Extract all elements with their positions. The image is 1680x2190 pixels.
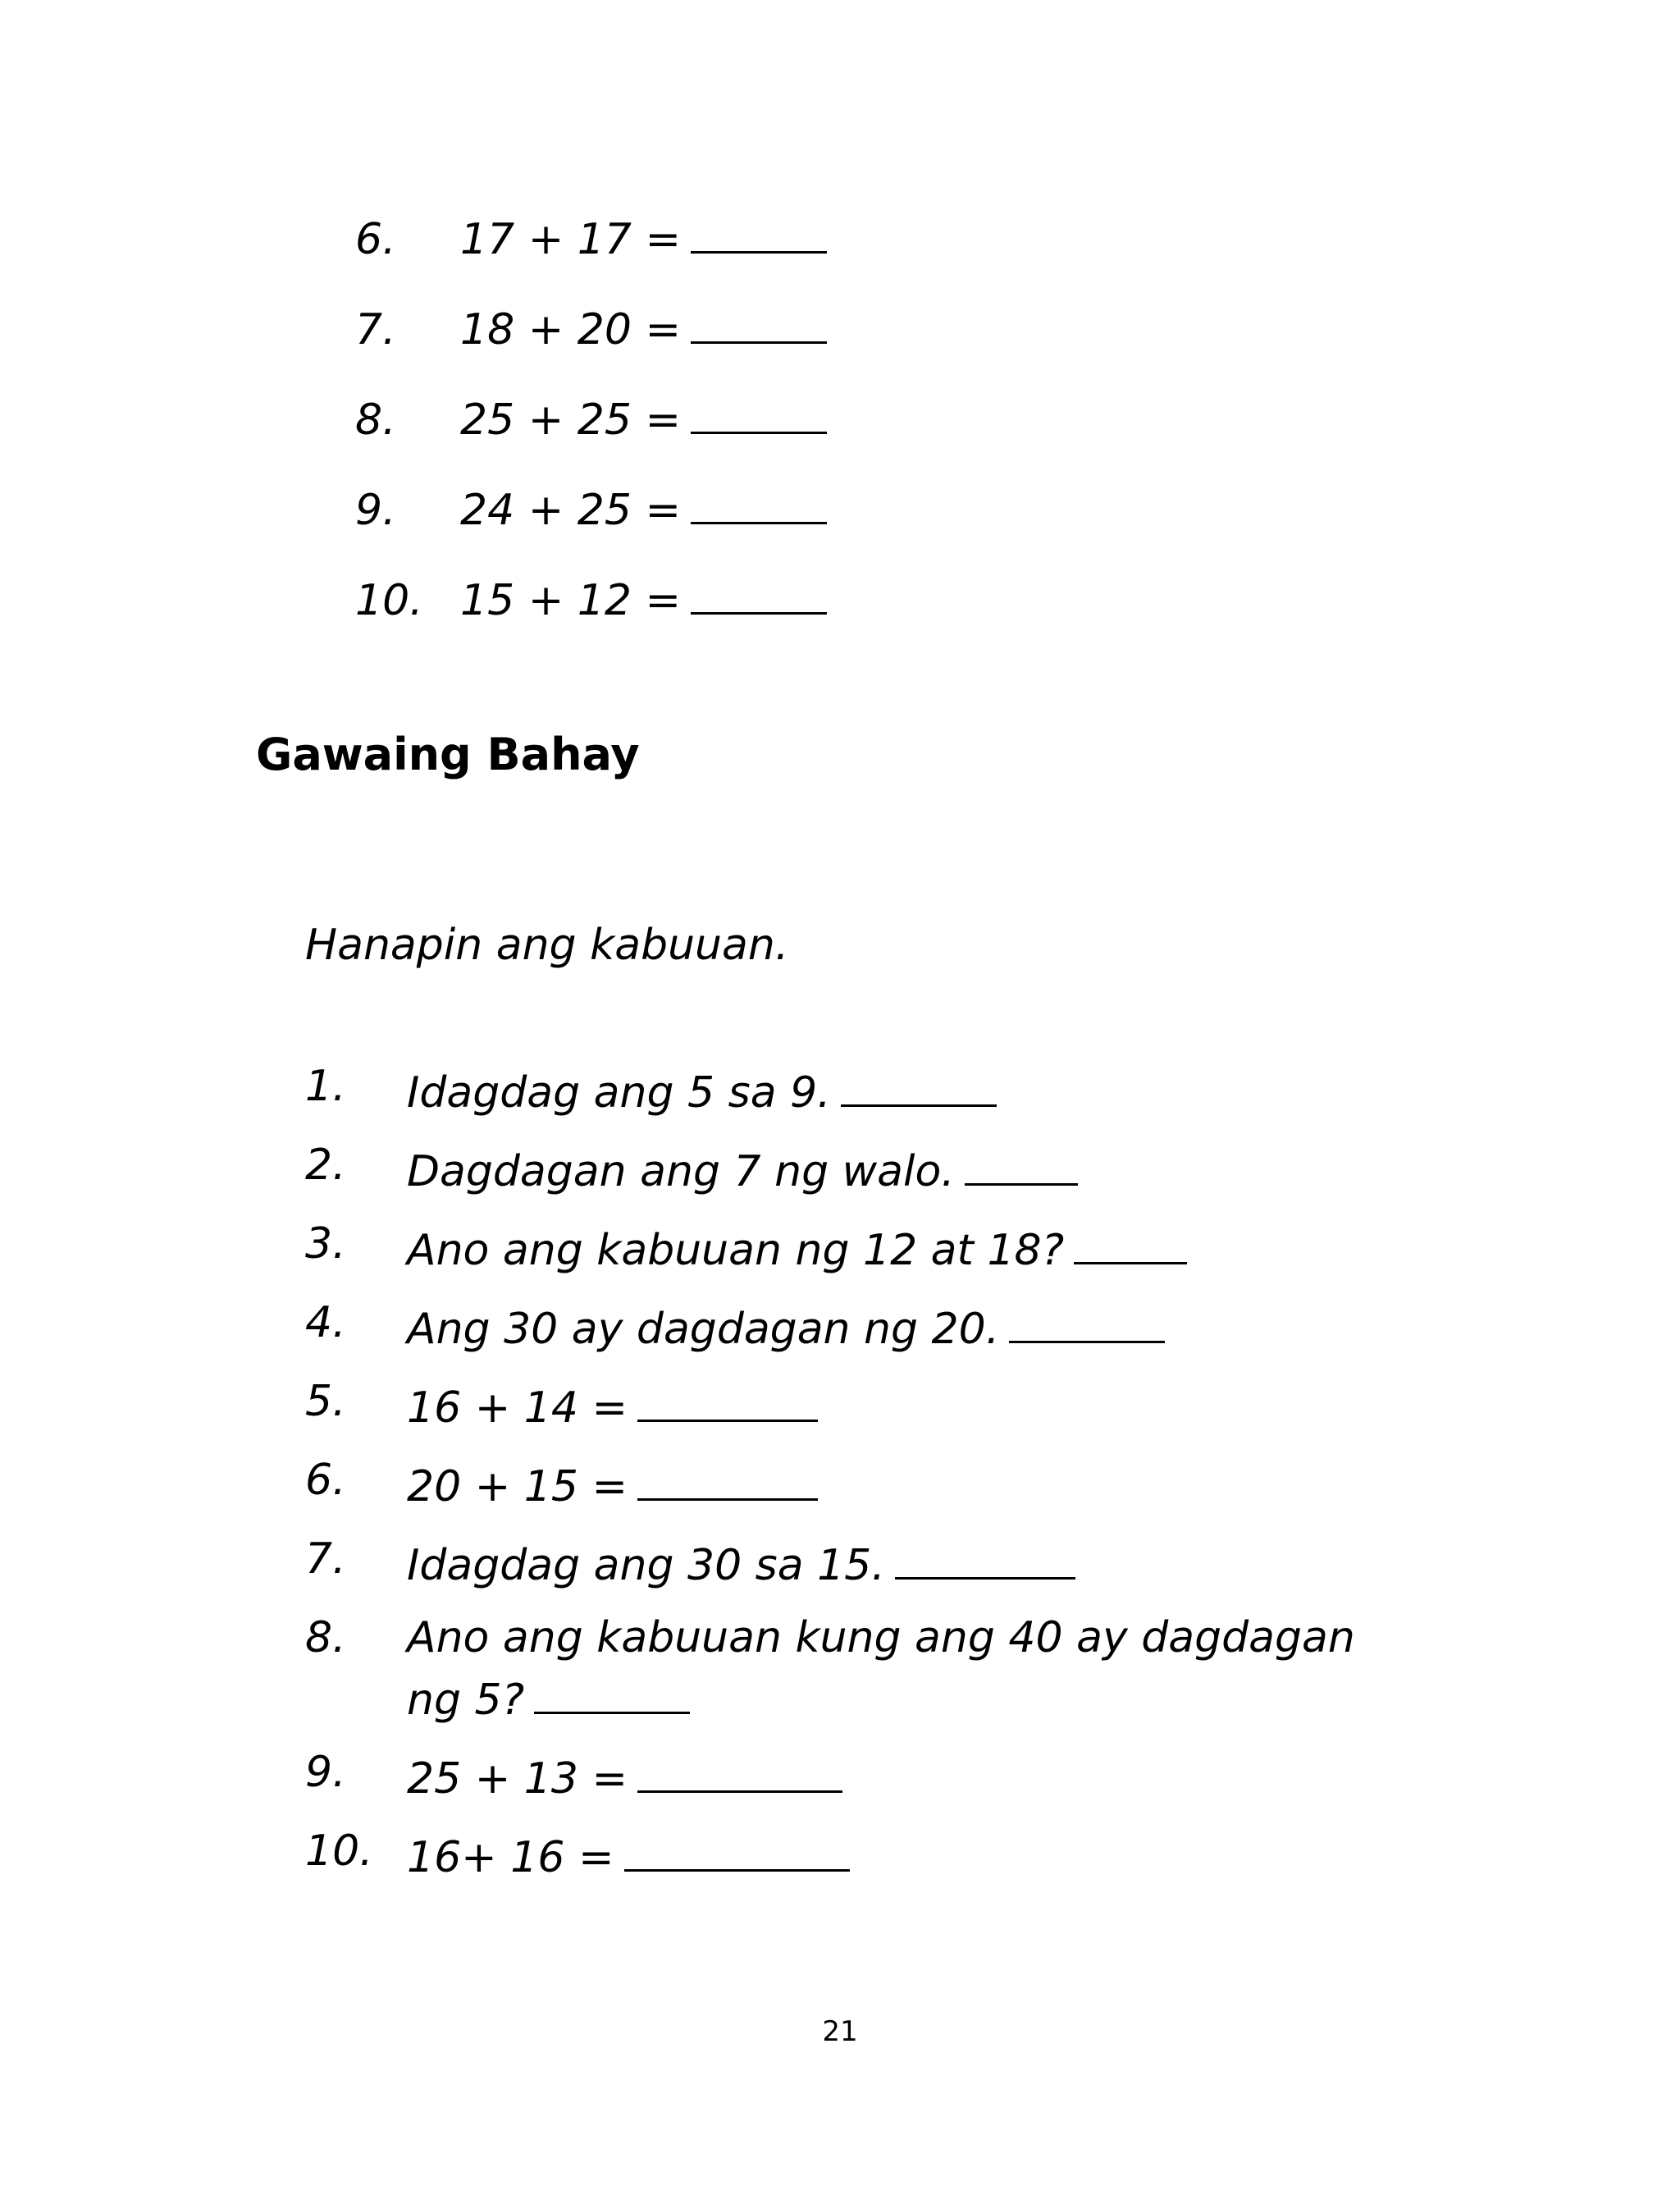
item-number: 10. (305, 1827, 373, 1876)
answer-blank[interactable] (637, 1374, 818, 1422)
item-number: 9. (305, 1748, 346, 1797)
answer-blank[interactable] (691, 205, 827, 254)
item-number: 2. (305, 1141, 346, 1190)
item-text: Idagdag ang 5 sa 9. (407, 1068, 831, 1118)
item-number: 4. (305, 1298, 346, 1347)
answer-blank[interactable] (624, 1823, 850, 1872)
item-text-continued: ng 5? (407, 1676, 525, 1725)
item-expression: 25 + 25 = (460, 395, 682, 445)
item-text: Ano ang kabuuan ng 12 at 18? (407, 1226, 1065, 1275)
exercise-item (355, 205, 827, 295)
homework-item (305, 1823, 1454, 1886)
answer-blank[interactable] (637, 1744, 842, 1793)
item-number: 6. (305, 1456, 346, 1505)
item-expression: 18 + 20 = (460, 305, 682, 354)
answer-blank[interactable] (691, 566, 827, 615)
answer-blank[interactable] (691, 295, 827, 344)
exercise-item (355, 566, 827, 656)
homework-item (305, 1295, 1454, 1357)
item-number: 9. (355, 486, 396, 535)
item-text: Ano ang kabuuan kung ang 40 ay dagdagan (407, 1613, 1355, 1662)
homework-list (305, 1058, 1454, 1902)
item-expression: 24 + 25 = (460, 486, 682, 535)
exercise-item (355, 295, 827, 386)
item-number: 10. (355, 576, 423, 625)
item-text: 20 + 15 = (407, 1462, 628, 1511)
homework-item (305, 1216, 1454, 1278)
item-text: Dagdagan ang 7 ng walo. (407, 1147, 955, 1196)
answer-blank[interactable] (691, 386, 827, 434)
item-number: 8. (305, 1613, 346, 1662)
page-number: 21 (822, 2015, 858, 2048)
answer-blank[interactable] (691, 476, 827, 524)
answer-blank[interactable] (637, 1452, 818, 1501)
instruction-text: Hanapin ang kabuuan. (305, 921, 789, 970)
exercise-item (355, 386, 827, 476)
homework-item (305, 1058, 1454, 1121)
item-text: 16 + 14 = (407, 1383, 628, 1433)
answer-blank[interactable] (895, 1531, 1075, 1580)
homework-item (305, 1531, 1454, 1593)
item-expression: 17 + 17 = (460, 215, 682, 264)
homework-item (305, 1744, 1454, 1807)
section-heading: Gawaing Bahay (256, 729, 640, 780)
item-text: 16+ 16 = (407, 1833, 614, 1882)
answer-blank[interactable] (534, 1666, 690, 1714)
answer-blank[interactable] (841, 1058, 997, 1107)
item-number: 7. (355, 305, 396, 354)
answer-blank[interactable] (1074, 1216, 1187, 1264)
item-number: 5. (305, 1377, 346, 1426)
item-number: 1. (305, 1062, 346, 1111)
item-text: 25 + 13 = (407, 1754, 628, 1804)
exercise-item (355, 476, 827, 566)
item-number: 6. (355, 215, 396, 264)
item-expression: 15 + 12 = (460, 576, 682, 625)
item-text: Idagdag ang 30 sa 15. (407, 1541, 885, 1590)
item-number: 7. (305, 1534, 346, 1584)
homework-item (305, 1374, 1454, 1436)
answer-blank[interactable] (1009, 1295, 1165, 1343)
addition-exercise-list (355, 205, 827, 656)
item-text: Ang 30 ay dagdagan ng 20. (407, 1305, 1000, 1354)
homework-item (305, 1452, 1454, 1515)
homework-item (305, 1137, 1454, 1200)
item-number: 8. (355, 395, 396, 445)
answer-blank[interactable] (965, 1137, 1078, 1186)
item-number: 3. (305, 1219, 346, 1269)
homework-item (305, 1610, 1454, 1728)
